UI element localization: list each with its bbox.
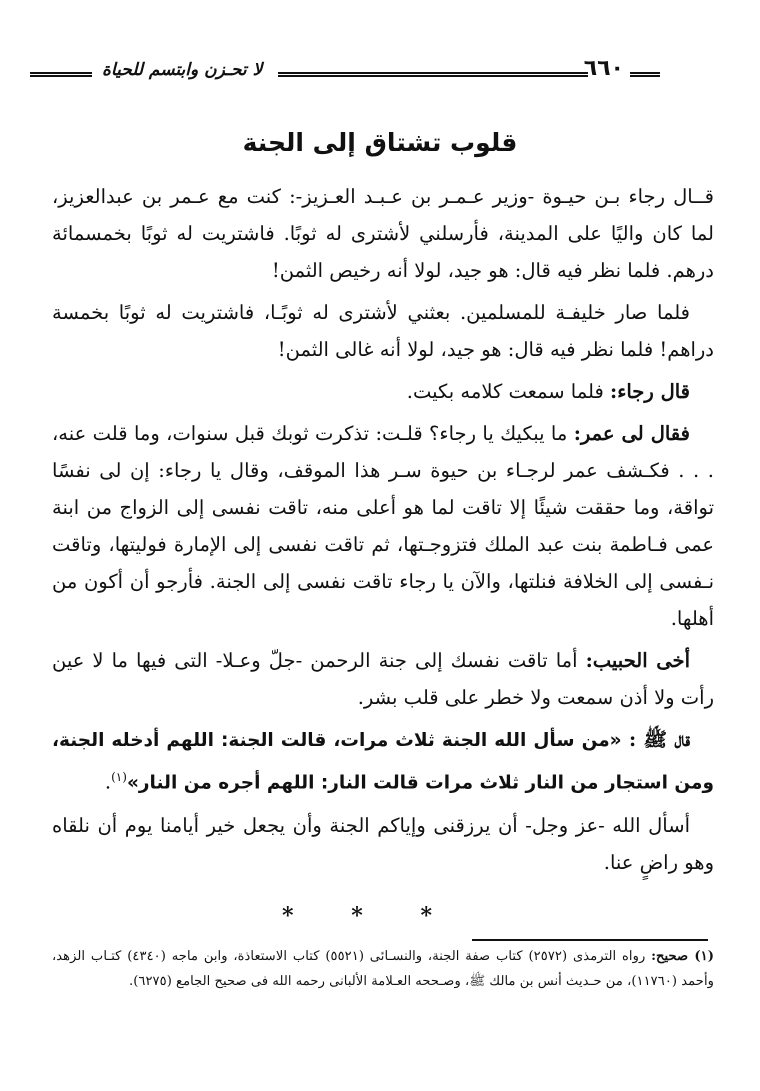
header-rule-right <box>630 72 660 77</box>
paragraph-end: . <box>104 770 112 794</box>
speaker-label: فقال لى عمر: <box>573 422 690 445</box>
paragraph-2: فلما صار خليفـة للمسلمين. بعثني لأشترى له ثوبًـا، فاشتريت له ثوبًا بخمسة دراهم! فلما نظر فيه قال: هو جيد، لولا أنه غالى الثمن! <box>52 301 714 361</box>
book-title: لا تحـزن وابتسم للحياة <box>102 60 263 80</box>
footnote <box>52 944 714 994</box>
address-label: أخى الحبيب: <box>585 649 691 672</box>
header-rule-middle <box>278 72 588 77</box>
footnote-label: (١) صحيح: <box>651 949 715 964</box>
speaker-label: قال رجاء: <box>610 380 690 403</box>
footnote-reference[interactable]: (١) <box>111 770 127 784</box>
paragraph-5 <box>52 642 714 716</box>
paragraph-text: أما تاقت نفسك إلى جنة الرحمن -جلّ وعـلا- التى فيها ما لا عين رأت ولا أذن سمعت ولا خطر على قلب بشر. <box>52 649 714 709</box>
paragraph-7: أسأل الله -عز وجل- أن يرزقنى وإياكم الجنة وأن يجعل خير أيامنا يوم أن نلقاه وهو راضٍ عنا. <box>52 813 714 874</box>
paragraph-4 <box>52 415 714 637</box>
hadith-intro: قال ﷺ : <box>621 728 690 751</box>
chapter-title: قلوب تشتاق إلى الجنة <box>242 128 518 157</box>
paragraph-1: قــال رجاء بـن حيـوة -وزير عـمـر بن عـبـد العـزيز-: كنت مع عـمر بن عبدالعزيز، لما كان واليًا على المدينة، فأرسلني لأشترى له ثوبًا. فاشتريت له ثوبًا بخمسمائة درهم. فلما نظر فيه قال: هو جيد، لولا أنه رخيص الثمن! <box>52 185 714 282</box>
section-separator <box>282 903 432 929</box>
paragraph-text: ما يبكيك يا رجاء؟ قلـت: تذكرت ثوبك قبل سنوات، وما قلت عنه، . . . فكـشف عمر لرجـاء بن حيوة سـر هذا الموقف، وقال يا رجاء: إن لى نفسًا تواقة، وما حققت شيئًا إلا تاقت لما هو أعلى منه، تاقت نفسى إلى الزواج من ابنة عمى فـاطمة بنت عبد الملك فتزوجـتها، ثم تاقت نفسى إلى الإمارة فوليتها، وتاقت نـفسى إلى الخلافة فنلتها، والآن يا رجاء تاقت نفسى إلى الجنة. فأرجو أن أكون من أهلها. <box>52 422 714 630</box>
separator-star: * <box>420 903 432 929</box>
footnote-divider <box>472 939 708 941</box>
header-rule-left <box>30 72 92 77</box>
paragraph-text: فلما سمعت كلامه بكيت. <box>406 380 610 403</box>
separator-star: * <box>351 903 363 929</box>
main-text <box>52 178 714 886</box>
footnote-text: رواه الترمذى (٢٥٧٢) كتاب صفة الجنة، والنسـائى (٥٥٢١) كتاب الاستعاذة، وابن ماجه (٤٣٤٠) كتـاب الزهد، وأحمد (١١٧٦٠)، من حـديث أنس بن مالك ﷺ، وصـححه العـلامة الألبانى رحمه الله فى صحيح الجامع (٦٢٧٥). <box>52 949 714 989</box>
running-header <box>30 56 660 90</box>
page-number: ٦٦٠ <box>583 56 624 81</box>
paragraph-6 <box>52 721 714 802</box>
paragraph-3 <box>52 373 714 410</box>
hadith-quote: «من سأل الله الجنة ثلاث مرات، قالت الجنة: اللهم أدخله الجنة، ومن استجار من النار ثلاث مرات قالت النار: اللهم أجره من النار» <box>52 730 714 794</box>
separator-star: * <box>282 903 294 929</box>
